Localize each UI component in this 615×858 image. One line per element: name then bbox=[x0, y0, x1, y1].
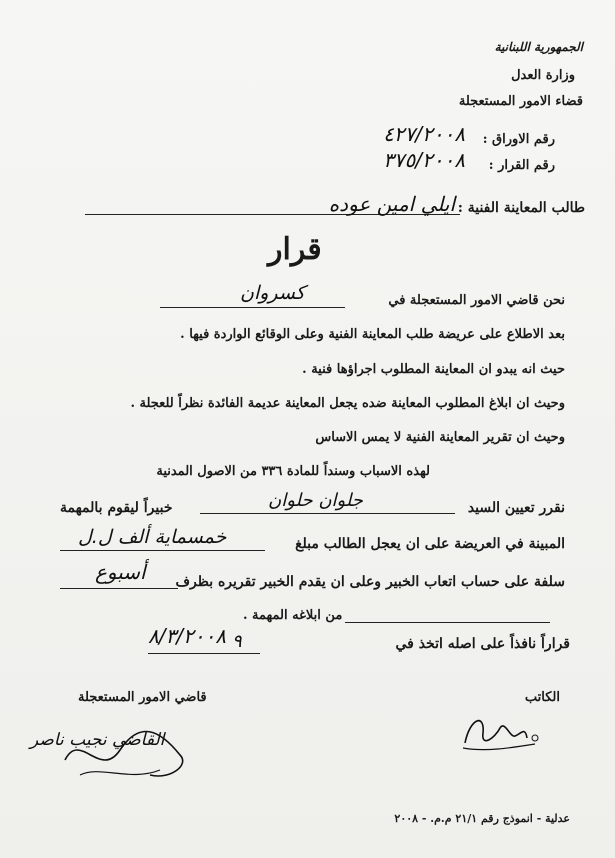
court-header: قضاء الامور المستعجلة bbox=[458, 94, 583, 109]
paragraph-4: وحيث ان تقرير المعاينة الفنية لا يمس الاساس bbox=[315, 430, 565, 445]
expert-name: جلوان حلوان bbox=[268, 490, 363, 511]
paragraph-3: وحيث ان ابلاغ المطلوب المعاينة ضده يجعل المعاينة عديمة الفائدة نظراً للعجلة . bbox=[130, 396, 565, 411]
judge-intro: نحن قاضي الامور المستعجلة في bbox=[388, 293, 565, 308]
decision-number-label: رقم القرار : bbox=[488, 158, 555, 173]
appoint-prefix: نقرر تعيين السيد bbox=[467, 500, 565, 516]
advance-period: أسبوع bbox=[95, 560, 146, 584]
clerk-signature bbox=[455, 708, 545, 758]
closing-text: قراراً نافذاً على اصله اتخذ في bbox=[395, 636, 570, 652]
ministry-header: وزارة العدل bbox=[511, 68, 575, 83]
judge-signature: القاضي نجيب ناصر bbox=[30, 730, 165, 750]
notice-text: من ابلاغه المهمة . bbox=[243, 608, 343, 623]
paragraph-2: حيث انه يبدو ان المعاينة المطلوب اجراؤها فنية . bbox=[302, 362, 565, 377]
closing-day: ٩ bbox=[232, 631, 242, 652]
appoint-suffix: خبيراً ليقوم بالمهمة bbox=[60, 500, 173, 516]
advance-text: سلفة على حساب اتعاب الخبير وعلى ان يقدم الخبير تقريره بظرف bbox=[175, 574, 565, 590]
place-value: كسروان bbox=[240, 282, 305, 304]
applicant-label: طالب المعاينة الفنية : bbox=[457, 200, 585, 216]
file-number-label: رقم الاوراق : bbox=[482, 132, 555, 147]
judge-title: قاضي الامور المستعجلة bbox=[78, 690, 207, 705]
fee-amount: خمسماية ألف ل.ل bbox=[78, 526, 227, 548]
applicant-value: ايلي امين عوده bbox=[328, 192, 455, 216]
paragraph-5: لهذه الاسباب وسنداً للمادة ٣٣٦ من الاصول المدنية bbox=[156, 464, 430, 479]
place-line bbox=[160, 307, 345, 308]
closing-date: ٨/٣/٢٠٠٨ bbox=[148, 624, 226, 648]
notice-line bbox=[345, 622, 550, 623]
fee-line bbox=[60, 550, 265, 551]
decision-number-value: ٣٧٥/٢٠٠٨ bbox=[383, 148, 465, 172]
fee-text: المبينة في العريضة على ان يعجل الطالب مبلغ bbox=[295, 536, 565, 552]
expert-line bbox=[200, 513, 455, 514]
document-title: قرار bbox=[268, 232, 322, 267]
republic-header: الجمهورية اللبنانية bbox=[494, 40, 583, 54]
form-footer: عدلية - انموذج رقم ٢١/١ م.م. - ٢٠٠٨ bbox=[394, 812, 570, 825]
paragraph-1: بعد الاطلاع على عريضة طلب المعاينة الفنية وعلى الوقائع الواردة فيها . bbox=[180, 327, 565, 342]
file-number-value: ٤٢٧/٢٠٠٨ bbox=[383, 122, 465, 146]
closing-line bbox=[148, 653, 260, 654]
judge-signature-scribble bbox=[60, 720, 200, 790]
clerk-title: الكاتب bbox=[524, 690, 560, 705]
period-line bbox=[60, 588, 178, 589]
